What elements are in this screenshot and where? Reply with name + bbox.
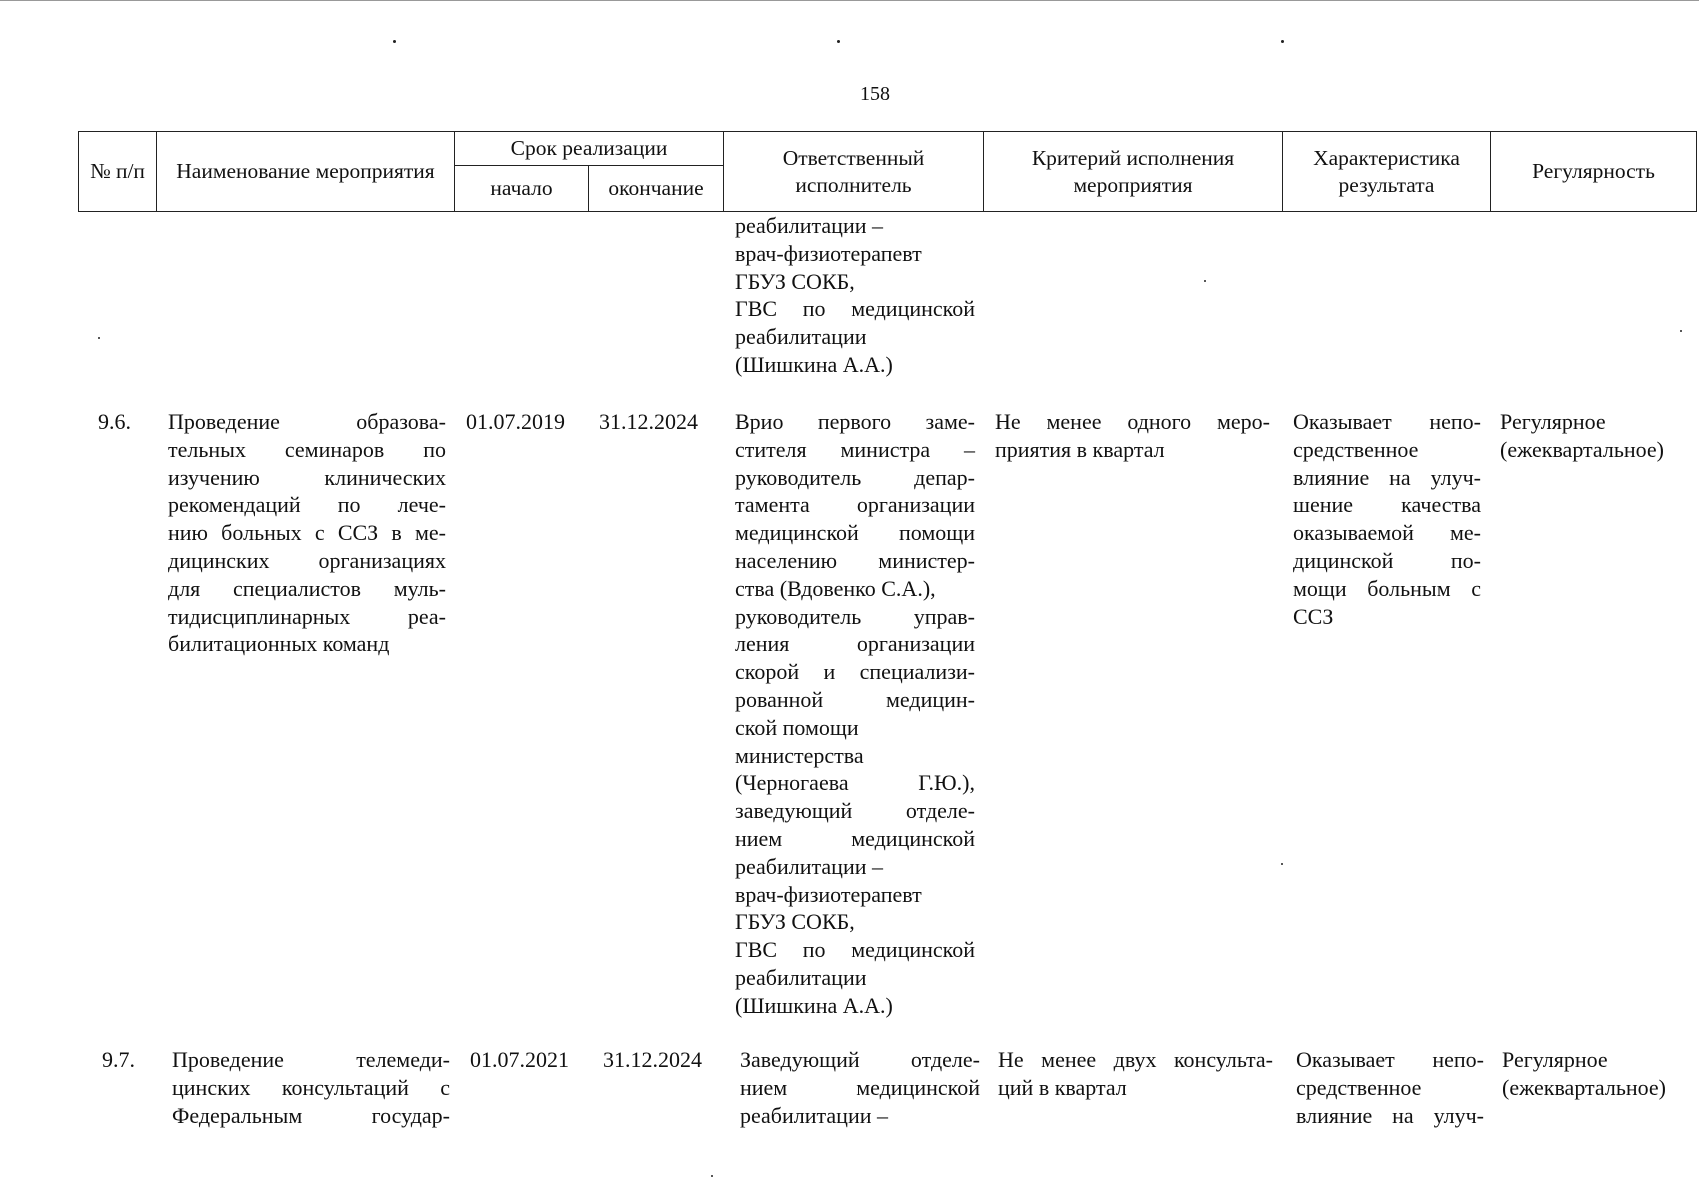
text-line: ГБУЗ СОКБ, [735, 268, 855, 294]
text-line: мощи больным с [1293, 575, 1481, 601]
text-line: стителя министра – [735, 436, 975, 462]
text-line: тидисциплинарных реа- [168, 603, 446, 629]
text-line: нию больных с ССЗ в ме- [168, 520, 446, 546]
text-line: Федеральным государ- [172, 1102, 450, 1128]
text-line: влияние на улуч- [1293, 464, 1481, 490]
table-header [78, 131, 1697, 212]
row-end-date: 31.12.2024 [599, 409, 698, 434]
row-num: 9.6. [98, 409, 131, 434]
text-line: Заведующий отделе- [740, 1047, 980, 1072]
text-line: ССЗ [1293, 603, 1334, 629]
scan-top-border [0, 0, 1699, 1]
header-end: окончание [589, 166, 724, 212]
row-executor [735, 408, 975, 1020]
text-line: дицинской по- [1293, 547, 1481, 573]
scan-speck [1281, 40, 1284, 43]
text-line: Не менее одного меро- [995, 409, 1270, 434]
row-regularity [1500, 408, 1690, 464]
text-line: тамента организации [735, 492, 975, 518]
text-line: оказываемой ме- [1293, 520, 1481, 546]
scan-speck [1281, 863, 1283, 865]
row-name [168, 408, 446, 658]
text-line: билитационных команд [168, 631, 390, 657]
row-name [172, 1046, 450, 1129]
text-line: реабилитации – [735, 213, 883, 238]
text-line: населению министер- [735, 547, 975, 573]
text-line: ления организации [735, 631, 975, 657]
scan-speck [393, 40, 396, 43]
text-line: средственное [1296, 1074, 1422, 1100]
text-line: Врио первого заме- [735, 409, 975, 434]
text-line: Оказывает непо- [1296, 1047, 1484, 1072]
header-executor: Ответственный исполнитель [724, 132, 984, 212]
text-line: рованной медицин- [735, 686, 975, 712]
text-line: реабилитации – [740, 1102, 888, 1128]
row-criterion [995, 408, 1270, 464]
text-line: ций в квартал [998, 1074, 1127, 1100]
text-line: Проведение образова- [168, 409, 446, 434]
text-line: рекомендаций по лече- [168, 492, 446, 518]
text-line: заведующий отделе- [735, 798, 975, 824]
row-start-date: 01.07.2021 [470, 1047, 569, 1072]
header-start: начало [455, 166, 589, 212]
text-line: ской помощи [735, 714, 859, 740]
text-line: (ежеквартальное) [1502, 1074, 1667, 1100]
header-num: № п/п [79, 132, 157, 212]
text-line: Регулярное [1502, 1047, 1608, 1072]
text-line: средственное [1293, 436, 1419, 462]
scan-speck [1680, 330, 1682, 332]
row-num: 9.7. [102, 1047, 135, 1072]
text-line: приятия в квартал [995, 436, 1165, 462]
header-criterion: Критерий исполнения мероприятия [984, 132, 1283, 212]
text-line: Регулярное [1500, 409, 1606, 434]
row-result [1293, 408, 1481, 630]
row-result [1296, 1046, 1484, 1129]
text-line: врач-физиотерапевт [735, 240, 922, 266]
text-line: цинских консультаций с [172, 1074, 450, 1100]
header-regularity: Регулярность [1491, 132, 1697, 212]
text-line: для специалистов муль- [168, 575, 446, 601]
text-line: медицинской помощи [735, 520, 975, 546]
scan-speck [837, 40, 840, 43]
text-line: скорой и специализи- [735, 659, 975, 685]
text-line: Оказывает непо- [1293, 409, 1481, 434]
row-start-date: 01.07.2019 [466, 409, 565, 434]
header-term: Срок реализации [455, 132, 724, 166]
text-line: Не менее двух консульта- [998, 1047, 1273, 1072]
row-executor [740, 1046, 980, 1129]
text-line: руководитель управ- [735, 603, 975, 629]
row-criterion [998, 1046, 1273, 1102]
text-line: (Шишкина А.А.) [735, 992, 893, 1018]
text-line: врач-физиотерапевт [735, 881, 922, 907]
text-line: дицинских организациях [168, 547, 446, 573]
text-line: нием медицинской [735, 825, 975, 851]
text-line: реабилитации [735, 324, 867, 350]
text-line: влияние на улуч- [1296, 1102, 1484, 1128]
scan-speck [1204, 280, 1206, 282]
header-result: Характеристика результата [1283, 132, 1491, 212]
scan-speck [98, 337, 100, 339]
text-line: руководитель депар- [735, 464, 975, 490]
row-regularity [1502, 1046, 1692, 1102]
text-line: ства (Вдовенко С.А.), [735, 575, 936, 601]
continuation-executor [735, 212, 975, 379]
text-line: реабилитации [735, 964, 867, 990]
text-line: реабилитации – [735, 853, 883, 879]
text-line: Проведение телемеди- [172, 1047, 450, 1072]
row-end-date: 31.12.2024 [603, 1047, 702, 1072]
scan-speck [711, 1175, 713, 1177]
text-line: изучению клинических [168, 464, 446, 490]
text-line: тельных семинаров по [168, 436, 446, 462]
text-line: нием медицинской [740, 1074, 980, 1100]
text-line: ГВС по медицинской [735, 296, 975, 322]
text-line: министерства [735, 742, 864, 768]
header-name: Наименование мероприятия [157, 132, 455, 212]
text-line: ГБУЗ СОКБ, [735, 909, 855, 935]
text-line: (Черногаева Г.Ю.), [735, 770, 975, 796]
text-line: (Шишкина А.А.) [735, 351, 893, 377]
text-line: шение качества [1293, 492, 1481, 518]
page-number: 158 [860, 83, 890, 105]
text-line: (ежеквартальное) [1500, 436, 1665, 462]
text-line: ГВС по медицинской [735, 937, 975, 963]
